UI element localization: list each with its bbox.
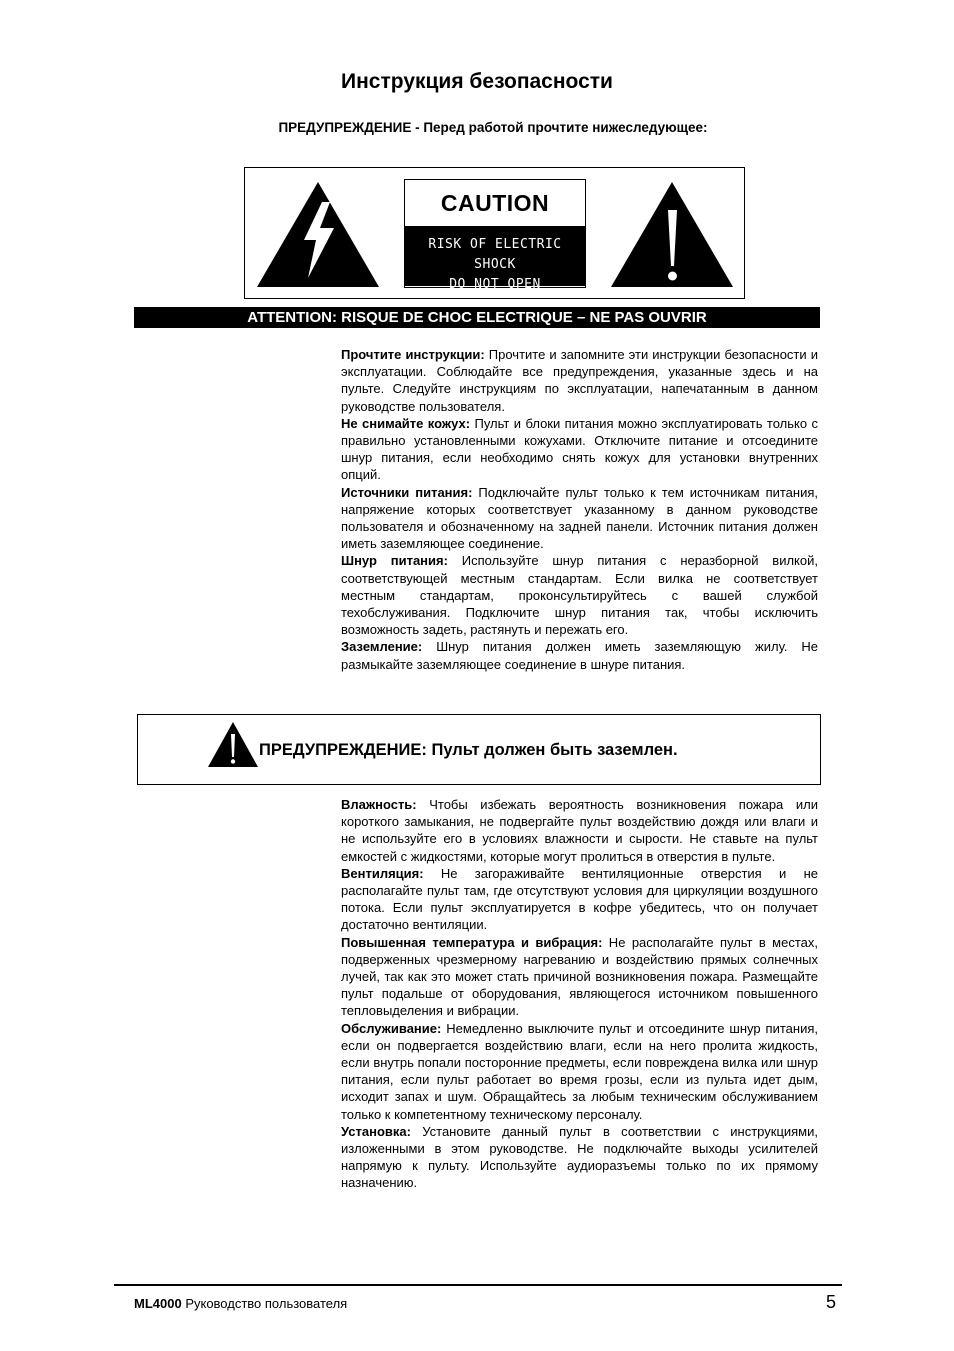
instruction-label: Источники питания: xyxy=(341,484,473,500)
instruction-label: Прочтите инструкции: xyxy=(341,347,485,362)
instruction-label: Не снимайте кожух: xyxy=(341,415,471,431)
instruction-text: Пульт и блоки питания можно эксплуатировать только с правильно установленными кожухами. Отключите питание и отсоедините шнур питания, если необходимо снять кожух для установки внутренних опций. xyxy=(341,415,818,483)
instruction-read xyxy=(341,346,818,415)
instruction-installation xyxy=(341,1123,818,1192)
safety-instructions-section-1 xyxy=(341,346,818,673)
instruction-text: Используйте шнур питания с неразборной вилкой, соответствующей местным стандартам. Если вилка не соответствует местным стандартам, проконсультируйтесь с вашей службой техобслуживания. Подключите шнур питания так, чтобы исключить возможность задеть, растянуть и пережать его. xyxy=(341,553,818,638)
instruction-grounding xyxy=(341,638,818,672)
instruction-text: Чтобы избежать вероятность возникновения пожара или короткого замыкания, не подвергайте пульт воздействию дождя или влаги и не используйте его в условиях влажности и сырости. Не ставьте на пульт емкостей с жидкостями, которые могут пролиться в отверстия в пульте. xyxy=(341,797,818,864)
caution-heading: CAUTION xyxy=(440,189,550,216)
instruction-cover xyxy=(341,415,818,484)
attention-bar: ATTENTION: RISQUE DE CHOC ELECTRIQUE – NE PAS OUVRIR xyxy=(134,307,820,328)
instruction-label: Повышенная температура и вибрация: xyxy=(341,934,603,950)
safety-instructions-section-2 xyxy=(341,796,818,1192)
footer-guide-title xyxy=(134,1296,347,1311)
caution-line-1: RISK OF ELECTRIC SHOCK xyxy=(428,237,562,272)
instruction-label: Влажность: xyxy=(341,797,417,812)
instruction-power-sources xyxy=(341,484,818,553)
caution-warning-strip xyxy=(405,226,585,292)
instruction-text: Не загораживайте вентиляционные отверстия и не располагайте пульт там, где отсутствуют условия для циркуляции воздушного потока. Если пульт эксплуатируется в кофре убедитесь, что он получает достаточно вентиляции. xyxy=(341,865,818,933)
exclamation-warning-icon xyxy=(207,721,259,768)
instruction-label: Заземление: xyxy=(341,639,423,655)
caution-line-2: DO NOT OPEN xyxy=(449,277,541,292)
instruction-text: Немедленно выключите пульт и отсоедините шнур питания, если он подвергается воздействию влаги, если на него пролита жидкость, если внутрь попали посторонние предметы, если повреждена вилка или шнур питания, если пульт работает во время грозы, если из пульта идет дым, исходит запах и шум. Обращайтесь за любым техническим обслуживанием только к компетентному техническому персоналу. xyxy=(341,1020,818,1122)
electric-shock-warning-icon xyxy=(256,180,381,289)
instruction-text: Установите данный пульт в соответствии с инструкциями, изложенными в этом руководстве. Не подключайте выходы усилителей напрямую к пульту. Используйте аудиоразъемы только по их прямому назначению. xyxy=(341,1123,818,1191)
warning-subtitle: ПРЕДУПРЕЖДЕНИЕ - Перед работой прочтите нижеследующее: xyxy=(278,120,708,135)
instruction-text: Подключайте пульт только к тем источникам питания, напряжение которых соответствует указанному в данном руководстве пользователя и обозначенному на задней панели. Источник питания должен иметь заземляющее соединение. xyxy=(341,484,818,552)
instruction-ventilation xyxy=(341,865,818,934)
exclamation-warning-icon xyxy=(610,180,735,289)
footer-divider xyxy=(114,1284,842,1286)
grounding-warning-text: ПРЕДУПРЕЖДЕНИЕ: Пульт должен быть заземлен. xyxy=(259,741,678,759)
instruction-label: Установка: xyxy=(341,1123,411,1139)
instruction-text: Шнур питания должен иметь заземляющую жилу. Не размыкайте заземляющее соединение в шнуре питания. xyxy=(341,639,818,672)
instruction-label: Обслуживание: xyxy=(341,1020,442,1036)
instruction-label: Шнур питания: xyxy=(341,553,448,569)
instruction-text: Прочтите и запомните эти инструкции безопасности и эксплуатации. Соблюдайте все предупреждения, указанные здесь и на пульте. Следуйте инструкциям по эксплуатации, напечатанным в данном руководстве пользователя. xyxy=(341,347,818,414)
instruction-label: Вентиляция: xyxy=(341,865,424,881)
caution-label xyxy=(404,179,586,292)
footer-guide: Руководство пользователя xyxy=(181,1296,348,1311)
page-number: 5 xyxy=(826,1292,837,1312)
instruction-power-cord xyxy=(341,552,818,638)
instruction-service xyxy=(341,1020,818,1123)
instruction-heat-vibration xyxy=(341,934,818,1020)
instruction-humidity xyxy=(341,796,818,865)
footer-model: ML4000 xyxy=(134,1296,182,1311)
page-title: Инструкция безопасности xyxy=(341,70,613,93)
instruction-text: Не располагайте пульт в местах, подверженных чрезмерному нагреванию и воздействию прямых солнечных лучей, так как это может стать причиной возникновения пожара. Размещайте пульт подальше от оборудования, являющегося источником повышенного тепловыделения и вибрации. xyxy=(341,934,818,1019)
